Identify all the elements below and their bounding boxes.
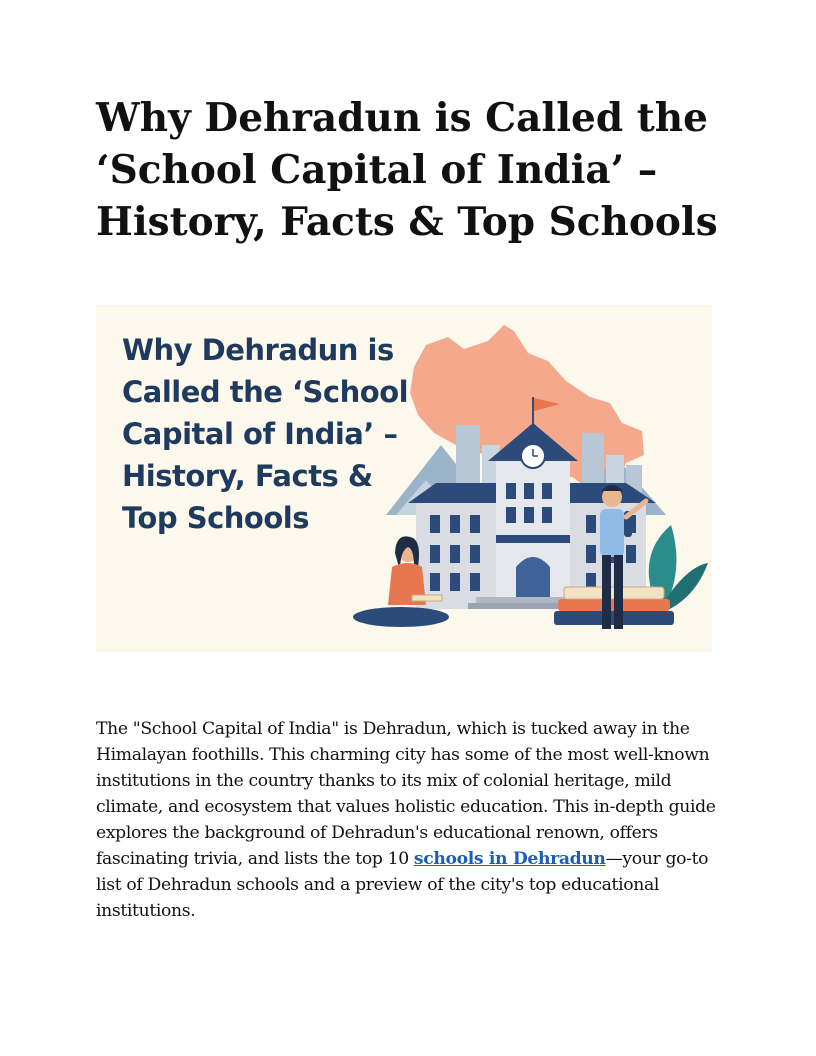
intro-paragraph xyxy=(96,716,721,924)
banner-title: Why Dehradun is Called the ‘School Capital of India’ – History, Facts & Top Schools xyxy=(122,333,409,535)
intro-text-continued: —your go-to list of Dehradun schools and a preview of the city's top educational institutions. xyxy=(96,849,709,921)
featured-image xyxy=(96,305,712,652)
page-title: Why Dehradun is Called the ‘School Capital of India’ – History, Facts & Top Schools xyxy=(96,95,718,245)
intro-text: The "School Capital of India" is Dehradun, which is tucked away in the Himalayan foothills. This charming city has some of the most well-known institutions in the country thanks to its mix of colonial heritage, mild climate, and ecosystem that values holistic education. This in-depth guide explores the background of Dehradun's educational renown, offers fascinating trivia, and lists the top 10 xyxy=(96,719,716,869)
schools-in-dehradun-link[interactable]: schools in Dehradun xyxy=(413,849,606,869)
